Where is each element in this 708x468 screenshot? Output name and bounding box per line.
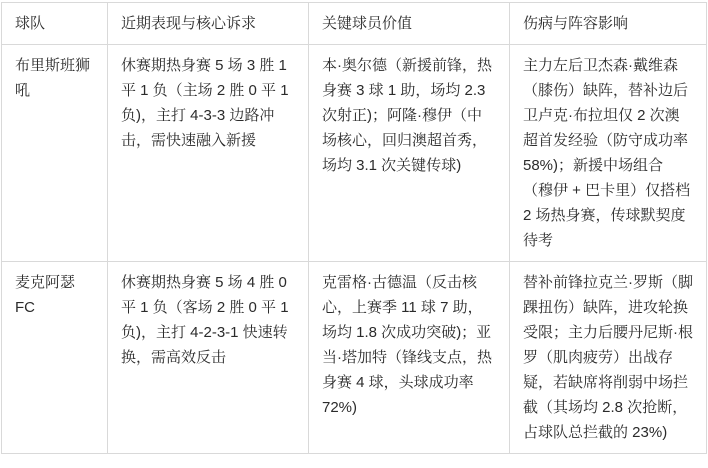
table-row xyxy=(2,262,707,454)
header-cell-players: 关键球员价值 xyxy=(309,3,510,45)
table-row xyxy=(2,45,707,262)
header-cell-injuries: 伤病与阵容影响 xyxy=(510,3,707,45)
cell-injury-impact: 主力左后卫杰森·戴维森（膝伤）缺阵，替补边后卫卢克·布拉坦仅 2 次澳超首发经验（防守成功率 58%)；新援中场组合（穆伊 + 巴卡里）仅搭档 2 场热身赛，传球默契度待考 xyxy=(510,45,707,262)
cell-injury-impact: 替补前锋拉克兰·罗斯（脚踝扭伤）缺阵，进攻轮换受限；主力后腰丹尼斯·根罗（肌肉疲劳）出战存疑，若缺席将削弱中场拦截（其场均 2.8 次抢断，占球队总拦截的 23%) xyxy=(510,262,707,454)
cell-team-name: 布里斯班狮吼 xyxy=(2,45,108,262)
cell-key-players: 克雷格·古德温（反击核心，上赛季 11 球 7 助，场均 1.8 次成功突破)；亚当·塔加特（锋线支点，热身赛 4 球，头球成功率 72%) xyxy=(309,262,510,454)
cell-team-name: 麦克阿瑟FC xyxy=(2,262,108,454)
cell-recent-form: 休赛期热身赛 5 场 4 胜 0 平 1 负（客场 2 胜 0 平 1 负)，主打 4-2-3-1 快速转换，需高效反击 xyxy=(108,262,309,454)
team-comparison-table xyxy=(1,2,707,454)
cell-key-players: 本·奥尔德（新援前锋，热身赛 3 球 1 助，场均 2.3 次射正)；阿隆·穆伊（中场核心，回归澳超首秀，场均 3.1 次关键传球) xyxy=(309,45,510,262)
cell-recent-form: 休赛期热身赛 5 场 3 胜 1 平 1 负（主场 2 胜 0 平 1 负)，主打 4-3-3 边路冲击，需快速融入新援 xyxy=(108,45,309,262)
table-header-row xyxy=(2,3,707,45)
header-cell-form: 近期表现与核心诉求 xyxy=(108,3,309,45)
header-cell-team: 球队 xyxy=(2,3,108,45)
